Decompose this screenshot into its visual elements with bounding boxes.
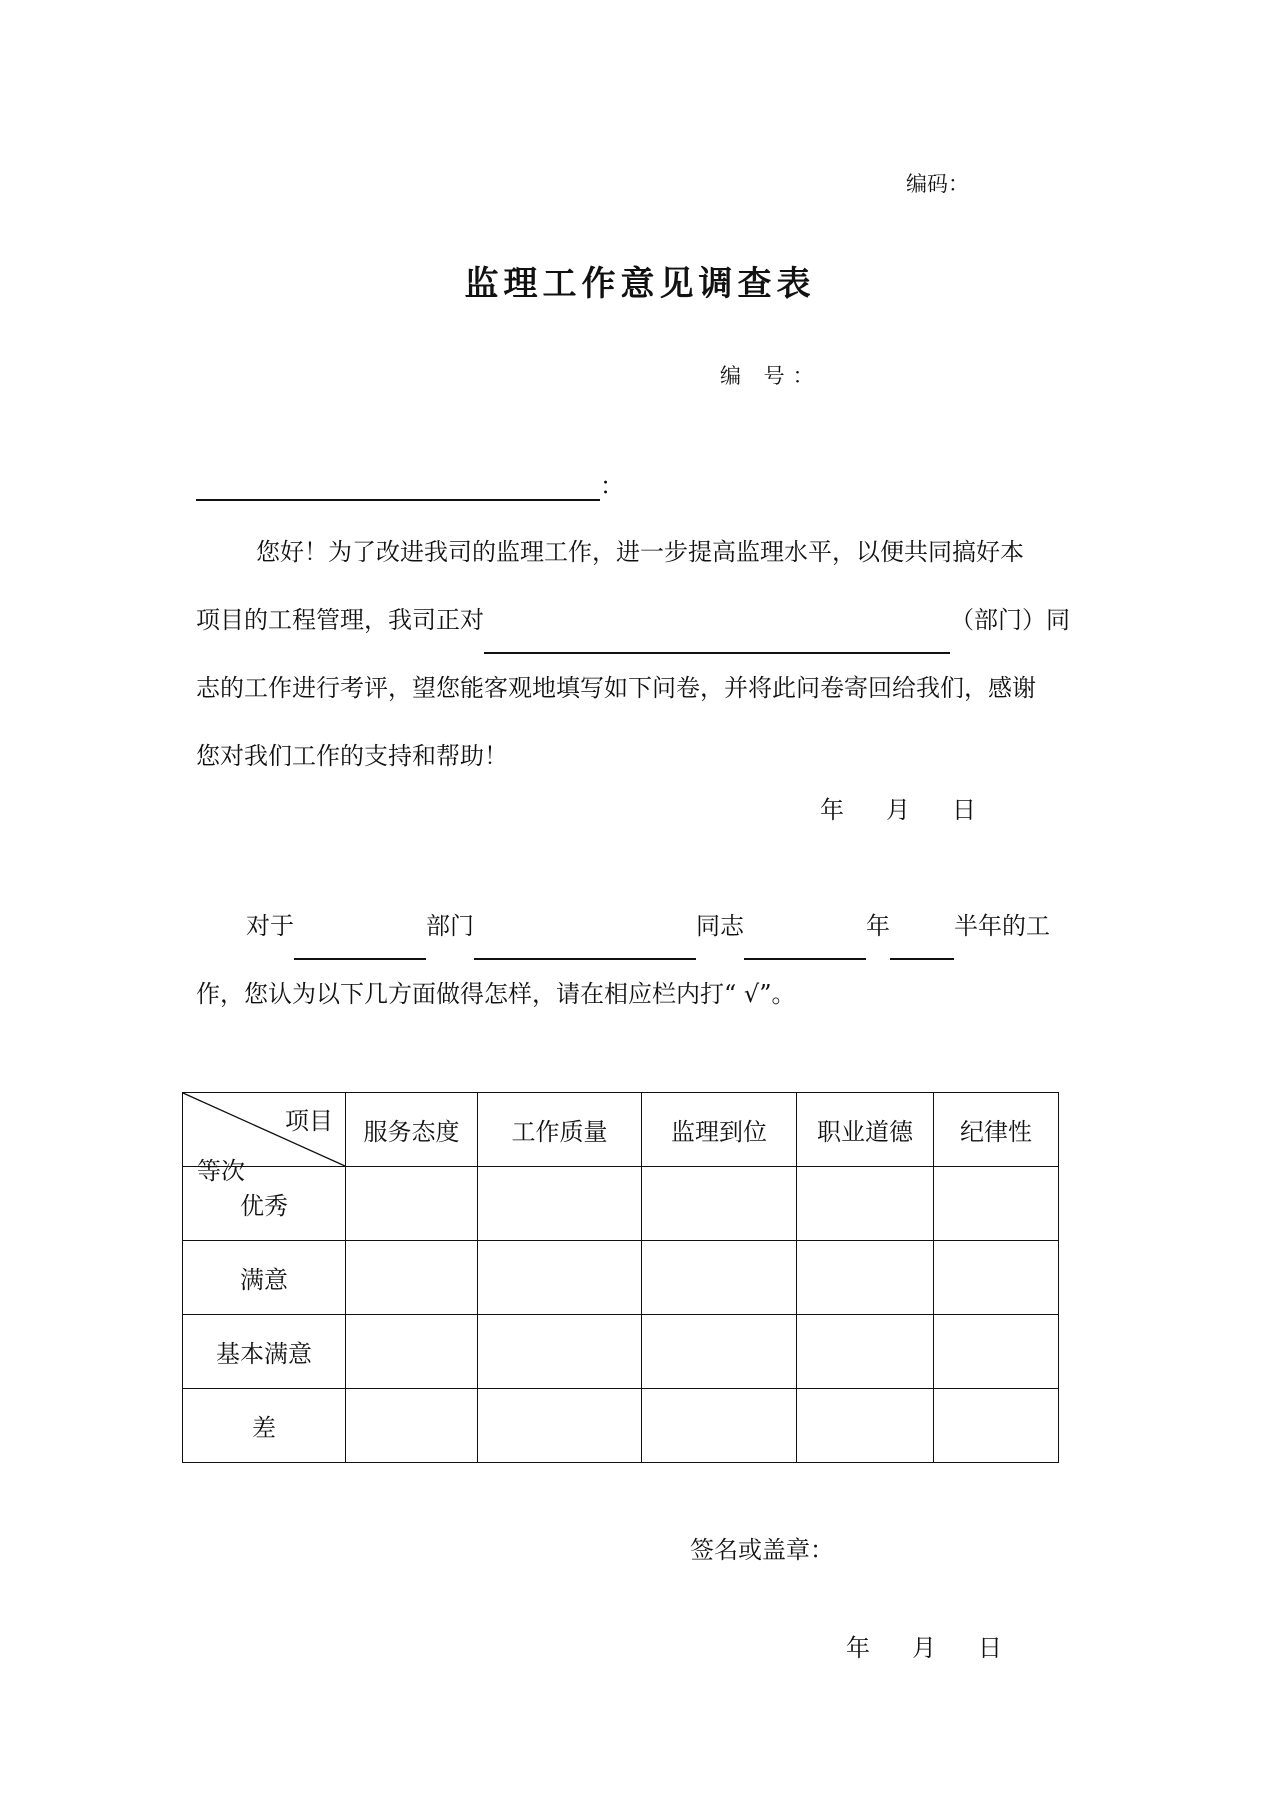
check-cell[interactable] [797,1167,934,1241]
check-cell[interactable] [346,1167,478,1241]
row-header: 优秀 [183,1167,346,1241]
check-cell[interactable] [797,1389,934,1463]
check-cell[interactable] [478,1389,642,1463]
addressee-blank[interactable] [196,473,600,501]
column-header: 服务态度 [346,1093,478,1167]
corner-item-label: 项目 [285,1107,333,1135]
row-header: 差 [183,1389,346,1463]
about-text-e: 半年的工 [954,912,1050,940]
column-header: 监理到位 [642,1093,797,1167]
check-cell[interactable] [478,1167,642,1241]
about-text-d: 年 [866,912,890,940]
check-cell[interactable] [478,1315,642,1389]
department-blank[interactable] [484,624,950,654]
column-header: 纪律性 [934,1093,1059,1167]
table-header-row [183,1093,1059,1167]
date-day: 日 [978,1634,1002,1662]
corner-grade-label: 等次 [197,1157,245,1185]
about-text-b: 部门 [426,912,474,940]
person-name-blank[interactable] [474,930,696,960]
evaluation-line-1 [196,892,1096,960]
date-year: 年 [846,1634,870,1662]
row-header: 满意 [183,1241,346,1315]
check-cell[interactable] [642,1167,797,1241]
row-header: 基本满意 [183,1315,346,1389]
table-row [183,1389,1059,1463]
addressee-colon: ： [600,472,624,500]
half-year-blank[interactable] [890,930,954,960]
letter-line-2-end: （部门）同 [950,606,1070,634]
date-day: 日 [952,796,976,824]
check-cell[interactable] [797,1315,934,1389]
check-cell[interactable] [934,1389,1059,1463]
check-cell[interactable] [642,1241,797,1315]
letter-line-1: 您好！为了改进我司的监理工作，进一步提高监理水平，以便共同搞好本 [256,538,1024,566]
addressee-line [196,466,624,501]
check-cell[interactable] [346,1241,478,1315]
check-cell[interactable] [934,1167,1059,1241]
date-year: 年 [820,796,844,824]
number-label: 编 号： [720,364,822,388]
letter-line-4: 您对我们工作的支持和帮助！ [196,742,508,770]
check-cell[interactable] [797,1241,934,1315]
table-row [183,1315,1059,1389]
letter-line-3: 志的工作进行考评，望您能客观地填写如下问卷，并将此问卷寄回给我们，感谢 [196,674,1036,702]
date-month: 月 [886,796,910,824]
signature-label: 签名或盖章： [690,1536,834,1564]
about-text-a: 对于 [246,912,294,940]
about-text-c: 同志 [696,912,744,940]
evaluation-line-2: 作，您认为以下几方面做得怎样，请在相应栏内打“ √”。 [196,980,796,1008]
column-header: 工作质量 [478,1093,642,1167]
corner-cell [183,1093,346,1185]
check-cell[interactable] [934,1315,1059,1389]
check-cell[interactable] [346,1389,478,1463]
code-label: 编码： [906,172,969,196]
page-title: 监理工作意见调查表 [464,264,816,304]
check-cell[interactable] [642,1389,797,1463]
column-header: 职业道德 [797,1093,934,1167]
year-blank[interactable] [744,930,866,960]
survey-table [182,1092,1059,1463]
check-cell[interactable] [934,1241,1059,1315]
footer-date [846,1628,1044,1663]
table-row [183,1241,1059,1315]
table-row [183,1167,1059,1241]
date-month: 月 [912,1634,936,1662]
check-cell[interactable] [478,1241,642,1315]
check-cell[interactable] [642,1315,797,1389]
check-cell[interactable] [346,1315,478,1389]
dept-name-blank[interactable] [294,930,426,960]
letter-date [820,790,1018,825]
evaluation-intro [196,892,1096,1028]
letter-line-2-start: 项目的工程管理，我司正对 [196,606,484,634]
letter-line-2 [196,586,1096,654]
letter-body [196,518,1096,790]
